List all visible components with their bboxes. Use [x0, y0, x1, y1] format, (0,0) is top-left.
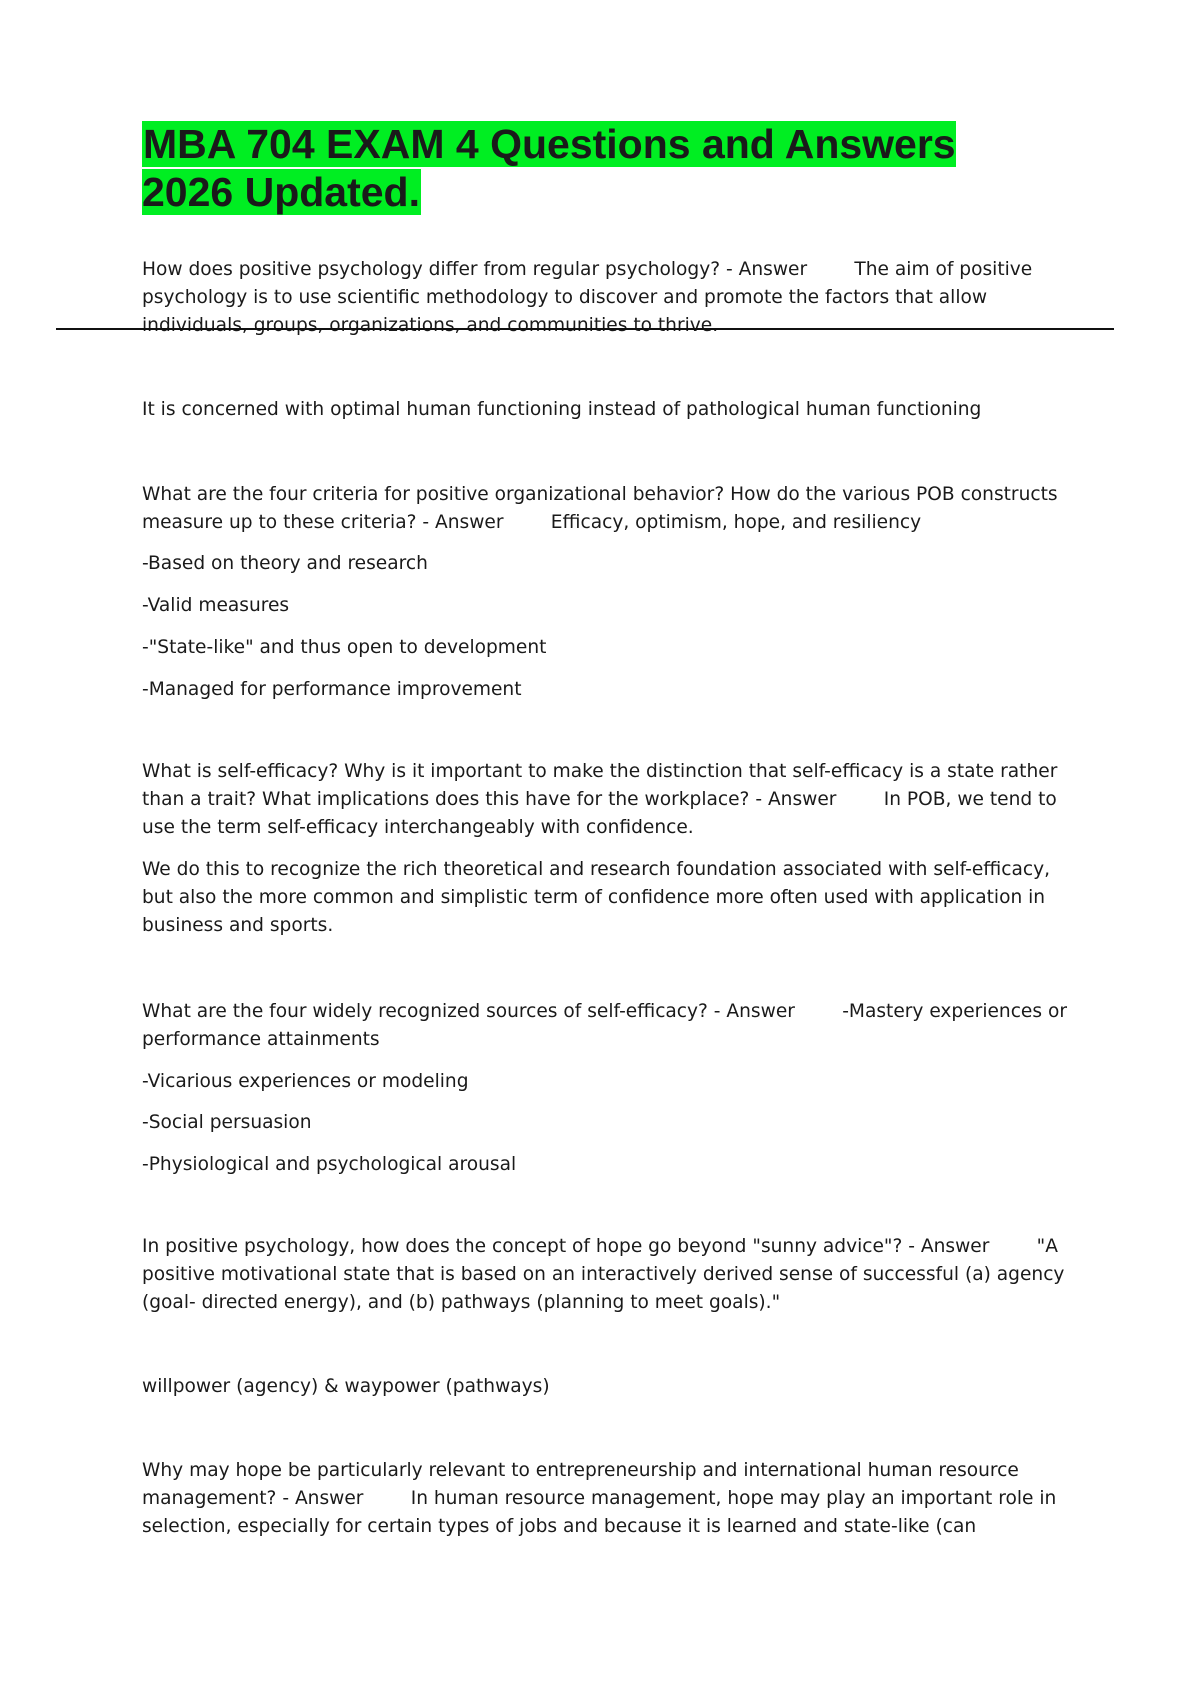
paragraph: What are the four widely recognized sources of self-efficacy? - Answer -Mastery experiences or performance attainments	[142, 1001, 1073, 1050]
title-highlight: MBA 704 EXAM 4 Questions and Answers 2026 Updated.	[142, 121, 956, 215]
paragraph: In positive psychology, how does the concept of hope go beyond "sunny advice"? - Answer "A positive motivational state that is based on an interactively derived sense of successful (a) agency (goal- directed energy), and (b) pathways (planning to meet goals)."	[142, 1236, 1071, 1313]
paragraph: We do this to recognize the rich theoretical and research foundation associated with self-efficacy, but also the more common and simplistic term of confidence more often used with application in business and sports.	[142, 859, 1056, 936]
horizontal-rule	[56, 328, 1114, 330]
paragraph: It is concerned with optimal human functioning instead of pathological human functioning	[142, 399, 982, 420]
paragraph: willpower (agency) & waypower (pathways)	[142, 1376, 550, 1397]
list-item: -Physiological and psychological arousal	[142, 1154, 517, 1175]
list-item: -"State-like" and thus open to development	[142, 637, 547, 658]
paragraph: Why may hope be particularly relevant to entrepreneurship and international human resource management? - Answer In human resource management, hope may play an important role in selection, especially for certain types of jobs and because it is learned and state-like (can	[142, 1460, 1063, 1537]
paragraph: What is self-efficacy? Why is it important to make the distinction that self-efficacy is a state rather than a trait? What implications does this have for the workplace? - Answer In POB, we tend to use the term self-efficacy interchangeably with confidence.	[142, 761, 1064, 838]
paragraph: How does positive psychology differ from regular psychology? - Answer The aim of positive psychology is to use scientific methodology to discover and promote the factors that allow individuals, groups, organizations, and communities to thrive.	[142, 259, 1039, 336]
list-item: -Managed for performance improvement	[142, 679, 522, 700]
document-title	[142, 120, 962, 216]
paragraph: What are the four criteria for positive organizational behavior? How do the various POB constructs measure up to these criteria? - Answer Efficacy, optimism, hope, and resiliency	[142, 484, 1064, 533]
list-item: -Valid measures	[142, 595, 290, 616]
list-item: -Based on theory and research	[142, 553, 428, 574]
list-item: -Social persuasion	[142, 1112, 312, 1133]
list-item: -Vicarious experiences or modeling	[142, 1071, 469, 1092]
